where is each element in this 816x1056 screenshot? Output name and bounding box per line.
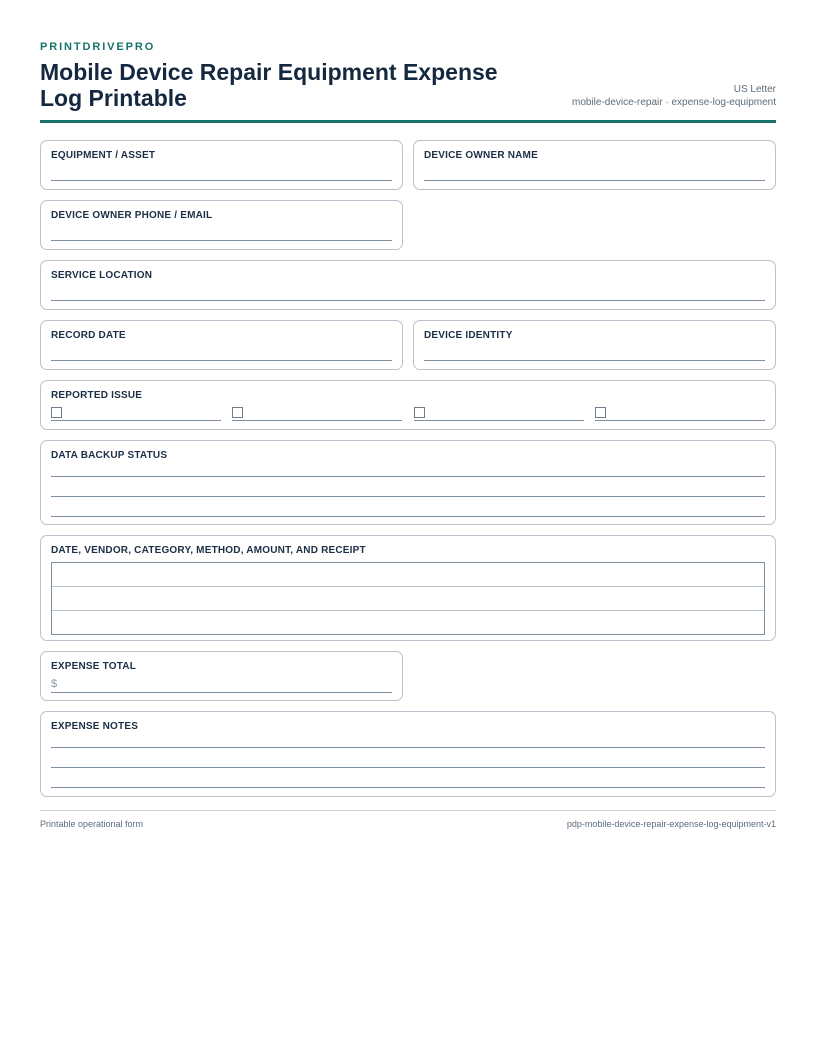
device-owner-contact-field[interactable] <box>40 200 403 250</box>
equipment-asset-label: EQUIPMENT / ASSET <box>51 150 156 161</box>
expense-notes-field[interactable] <box>40 711 776 797</box>
service-location-line[interactable] <box>51 300 765 301</box>
device-owner-name-field[interactable] <box>413 140 776 190</box>
device-owner-name-line[interactable] <box>424 180 765 181</box>
option-line[interactable] <box>414 420 584 421</box>
reported-issue-option-1[interactable] <box>51 407 221 421</box>
option-line[interactable] <box>51 420 221 421</box>
writing-line[interactable] <box>51 767 765 768</box>
reported-issue-option-2[interactable] <box>232 407 402 421</box>
device-identity-line[interactable] <box>424 360 765 361</box>
page-footer <box>40 810 776 829</box>
table-row[interactable] <box>52 563 764 587</box>
device-identity-label: DEVICE IDENTITY <box>424 330 513 341</box>
category-path: mobile-device-repair · expense-log-equipment <box>572 97 776 108</box>
writing-line[interactable] <box>51 496 765 497</box>
expense-table <box>51 562 765 635</box>
expense-total-field[interactable] <box>40 651 403 701</box>
checkbox[interactable] <box>232 407 243 418</box>
page-title: Mobile Device Repair Equipment Expense Log Printable <box>40 59 498 111</box>
form-page <box>40 40 776 732</box>
reported-issue-field <box>40 380 776 430</box>
expense-notes-label: EXPENSE NOTES <box>51 721 139 732</box>
expense-total-line[interactable] <box>51 692 392 693</box>
device-owner-contact-line[interactable] <box>51 240 392 241</box>
data-backup-status-label: DATA BACKUP STATUS <box>51 450 168 461</box>
footer-form-id: pdp-mobile-device-repair-expense-log-equipment-v1 <box>566 819 776 829</box>
device-owner-contact-label: DEVICE OWNER PHONE / EMAIL <box>51 210 213 221</box>
device-owner-name-label: DEVICE OWNER NAME <box>424 150 538 161</box>
record-date-line[interactable] <box>51 360 392 361</box>
writing-line[interactable] <box>51 787 765 788</box>
writing-line[interactable] <box>51 747 765 748</box>
equipment-asset-field[interactable] <box>40 140 403 190</box>
form-meta <box>572 83 776 111</box>
device-identity-field[interactable] <box>413 320 776 370</box>
checkbox[interactable] <box>51 407 62 418</box>
writing-line[interactable] <box>51 516 765 517</box>
data-backup-status-field[interactable] <box>40 440 776 525</box>
option-line[interactable] <box>232 420 402 421</box>
expense-table-label: DATE, VENDOR, CATEGORY, METHOD, AMOUNT, AND RECEIPT <box>51 545 366 556</box>
table-row[interactable] <box>52 611 764 634</box>
reported-issue-label: REPORTED ISSUE <box>51 390 143 401</box>
record-date-field[interactable] <box>40 320 403 370</box>
service-location-field[interactable] <box>40 260 776 310</box>
brand-name: PRINTDRIVEPRO <box>40 41 156 53</box>
checkbox[interactable] <box>595 407 606 418</box>
option-line[interactable] <box>595 420 765 421</box>
expense-total-label: EXPENSE TOTAL <box>51 661 137 672</box>
writing-line[interactable] <box>51 476 765 477</box>
paper-size: US Letter <box>733 84 776 95</box>
expense-table-section <box>40 535 776 641</box>
record-date-label: RECORD DATE <box>51 330 126 341</box>
checkbox[interactable] <box>414 407 425 418</box>
reported-issue-option-4[interactable] <box>595 407 765 421</box>
table-row[interactable] <box>52 587 764 611</box>
form-header <box>40 59 776 123</box>
currency-symbol: $ <box>51 678 58 690</box>
footer-left-text: Printable operational form <box>40 819 144 829</box>
reported-issue-option-3[interactable] <box>414 407 584 421</box>
service-location-label: SERVICE LOCATION <box>51 270 153 281</box>
equipment-asset-line[interactable] <box>51 180 392 181</box>
